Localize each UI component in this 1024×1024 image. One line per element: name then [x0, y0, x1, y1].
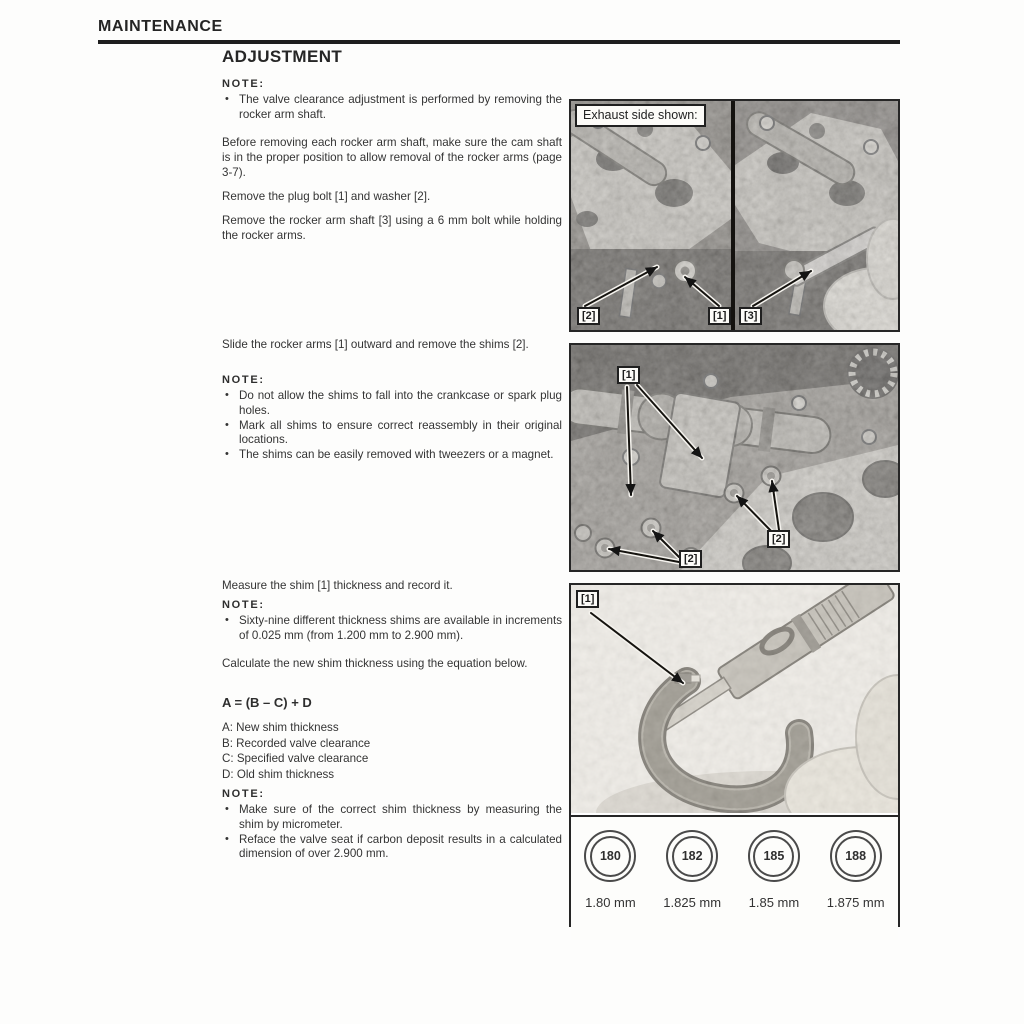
micrometer-photo-illustration [571, 585, 898, 813]
shim-number: 185 [763, 849, 785, 863]
figure-rocker-arm-shaft-removal [569, 99, 900, 332]
callout-label-1: [1] [708, 307, 731, 325]
header-rule [98, 40, 900, 44]
bullet-item: • The shims can be easily removed with tweezers or a magnet. [222, 448, 562, 463]
photo-caption-tag: Exhaust side shown: [575, 104, 706, 127]
paragraph: Measure the shim [1] thickness and record it. [222, 579, 453, 592]
bullet-item: • Make sure of the correct shim thickness by measuring the shim by micrometer. [222, 803, 562, 833]
note-block-2 [222, 374, 562, 463]
figure-shim-removal [569, 343, 900, 572]
callout-label-2: [2] [679, 550, 702, 568]
bullet-item: • Reface the valve seat if carbon deposit results in a calculated dimension of over 2.900 mm. [222, 833, 562, 863]
bullet-item: • Sixty-nine different thickness shims are available in increments of 0.025 mm (from 1.200 mm to 2.900 mm). [222, 614, 562, 644]
callout-label-2: [2] [577, 307, 600, 325]
shim-number: 182 [681, 849, 703, 863]
callout-label-3: [3] [739, 307, 762, 325]
shim-number: 188 [845, 849, 867, 863]
shim-size-chart [571, 815, 898, 940]
paragraph: Remove the plug bolt [1] and washer [2]. [222, 190, 431, 203]
legend-line: D: Old shim thickness [222, 767, 335, 781]
paragraph: Remove the rocker arm shaft [3] using a 6 mm bolt while holding the rocker arms. [222, 214, 562, 242]
shim-item [584, 830, 636, 910]
note-label: NOTE: [222, 599, 265, 611]
note-block-1 [222, 78, 562, 123]
shim-number: 180 [599, 849, 621, 863]
paragraph: Slide the rocker arms [1] outward and remove the shims [2]. [222, 338, 529, 351]
section-title: ADJUSTMENT [222, 47, 343, 66]
legend-line: C: Specified valve clearance [222, 752, 369, 766]
legend-line: A: New shim thickness [222, 721, 339, 734]
callout-label-2b: [2] [767, 530, 790, 548]
shim-equation: A = (B – C) + D [222, 695, 312, 710]
fig3-photo [571, 585, 898, 813]
shim-item [827, 830, 885, 910]
paragraph: Before removing each rocker arm shaft, make sure the cam shaft is in the proper position to allow removal of the rocker arms (page 3-7). [222, 136, 562, 179]
page-header-title: MAINTENANCE [98, 18, 223, 35]
bullet-item: • Mark all shims to ensure correct reassembly in their original locations. [222, 419, 562, 449]
note-block-4 [222, 788, 562, 862]
shim-circle [666, 830, 718, 882]
bullet-item: • Do not allow the shims to fall into the crankcase or spark plug holes. [222, 389, 562, 419]
shim-item [663, 830, 721, 910]
shim-circle [584, 830, 636, 882]
shim-size-label: 1.85 mm [748, 895, 800, 910]
fig2-photo [571, 345, 898, 570]
shim-size-label: 1.875 mm [826, 895, 885, 910]
fig1-photo [571, 101, 898, 330]
shim-size-label: 1.825 mm [663, 895, 722, 910]
shim-item [748, 830, 800, 910]
note-label: NOTE: [222, 788, 265, 800]
callout-label-1: [1] [576, 590, 599, 608]
legend-line: B: Recorded valve clearance [222, 736, 371, 750]
shim-circle [748, 830, 800, 882]
shim-size-label: 1.80 mm [585, 895, 636, 910]
paragraph: Calculate the new shim thickness using the equation below. [222, 657, 528, 670]
note-label: NOTE: [222, 374, 265, 386]
figure-shim-measurement [569, 583, 900, 927]
note-block-3 [222, 599, 562, 644]
bullet-item: • The valve clearance adjustment is performed by removing the rocker arm shaft. [222, 93, 562, 123]
equation-legend [222, 720, 562, 782]
photo-divider [731, 101, 735, 330]
callout-label-1: [1] [617, 366, 640, 384]
shim-circle [830, 830, 882, 882]
note-label: NOTE: [222, 78, 265, 90]
engine-photo-illustration [571, 101, 898, 330]
